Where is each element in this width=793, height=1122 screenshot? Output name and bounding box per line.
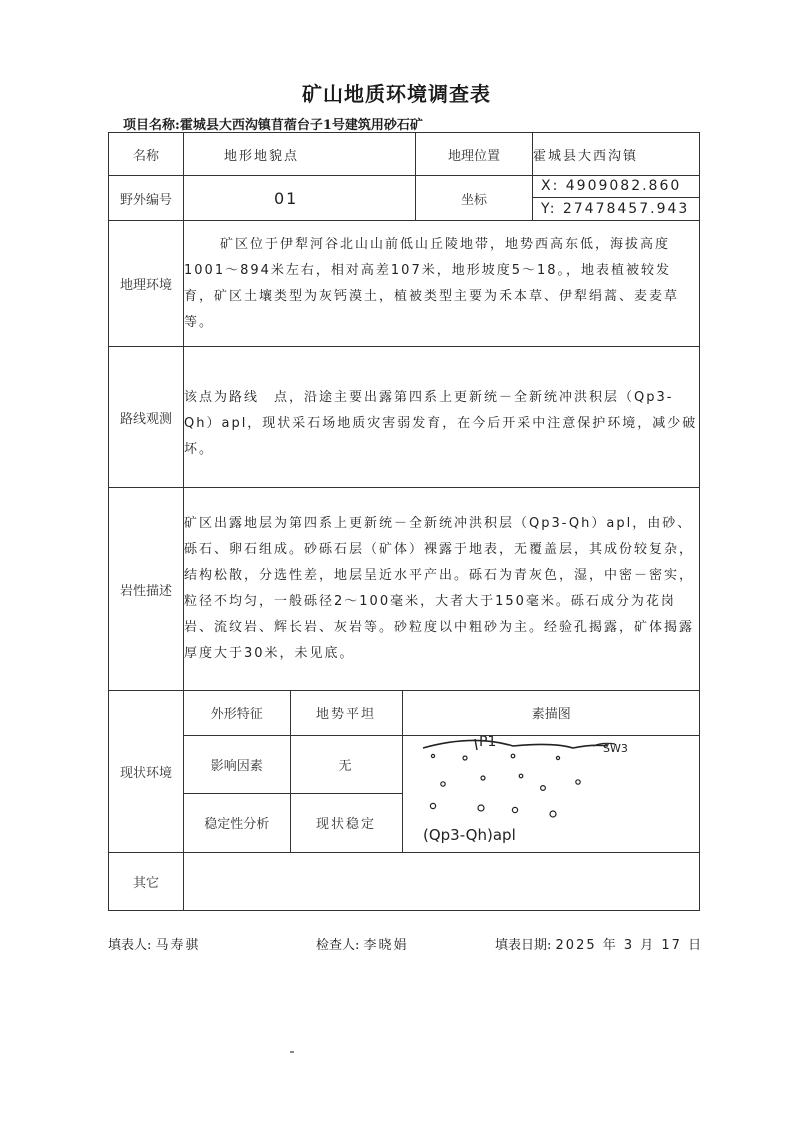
status-inner-table bbox=[184, 691, 700, 852]
row-name bbox=[109, 133, 700, 176]
shape-value: 地势平坦 bbox=[290, 691, 402, 735]
date-value: 2025 年 3 月 17 日 bbox=[555, 938, 704, 953]
row-other bbox=[109, 853, 700, 911]
row-status bbox=[109, 691, 700, 853]
date-field bbox=[495, 934, 703, 953]
route-label: 路线观测 bbox=[109, 347, 184, 488]
other-value bbox=[184, 853, 700, 911]
coord-cell bbox=[533, 176, 700, 221]
coord-y: Y: 27478457.943 bbox=[541, 201, 690, 217]
location-value: 霍城县大西沟镇 bbox=[533, 133, 700, 176]
scan-speck bbox=[290, 1051, 294, 1053]
sketch-ground-line bbox=[423, 740, 608, 748]
row-route bbox=[109, 347, 700, 488]
row-lithology bbox=[109, 488, 700, 691]
filler-signature: 马寿骐 bbox=[155, 938, 201, 953]
name-value: 地形地貌点 bbox=[184, 133, 416, 176]
factor-value: 无 bbox=[290, 735, 402, 793]
row-geo-env bbox=[109, 221, 700, 347]
filler-label: 填表人: bbox=[108, 938, 152, 953]
date-label: 填表日期: bbox=[495, 938, 552, 953]
sketch-title: 素描图 bbox=[402, 691, 700, 735]
other-label: 其它 bbox=[109, 853, 184, 911]
status-cell bbox=[184, 691, 700, 853]
sketch-formula: (Qp3-Qh)apl bbox=[422, 825, 516, 844]
location-label: 地理位置 bbox=[416, 133, 533, 176]
row-field bbox=[109, 176, 700, 221]
geo-env-label: 地理环境 bbox=[109, 221, 184, 347]
field-no-label: 野外编号 bbox=[109, 176, 184, 221]
stability-label: 稳定性分析 bbox=[184, 793, 290, 852]
sketch-drawing bbox=[403, 736, 635, 846]
sketch-point-label: P1 bbox=[478, 735, 496, 750]
sketch-gravel-dots bbox=[430, 754, 580, 817]
route-text: 该点为路线 点，沿途主要出露第四系上更新统－全新统冲洪积层（Qp3-Qh）apl，现状采石场地质灾害弱发育，在今后开采中注意保护环境，减少破坏。 bbox=[184, 347, 700, 488]
lithology-label: 岩性描述 bbox=[109, 488, 184, 691]
sketch-direction-label: SW3 bbox=[602, 741, 628, 755]
name-label: 名称 bbox=[109, 133, 184, 176]
field-no-value: 01 bbox=[184, 176, 416, 221]
coord-label: 坐标 bbox=[416, 176, 533, 221]
project-value: 霍城县大西沟镇苜蓿台子1号建筑用砂石矿 bbox=[179, 118, 423, 133]
sketch-cell bbox=[402, 735, 700, 852]
coord-x: X: 4909082.860 bbox=[533, 176, 699, 198]
page-title: 矿山地质环境调查表 bbox=[302, 82, 491, 106]
project-line bbox=[123, 114, 423, 133]
checker-label: 检查人: bbox=[316, 938, 360, 953]
factor-label: 影响因素 bbox=[184, 735, 290, 793]
checker-field bbox=[316, 934, 409, 953]
survey-table bbox=[108, 132, 700, 911]
project-label: 项目名称: bbox=[123, 118, 180, 133]
checker-signature: 李晓娟 bbox=[363, 938, 409, 953]
lithology-text: 矿区出露地层为第四系上更新统－全新统冲洪积层（Qp3-Qh）apl，由砂、砾石、卵石组成。砂砾石层（矿体）裸露于地表，无覆盖层，其成份较复杂，结构松散，分选性差，地层呈近水平产出。砾石为青灰色，湿，中密－密实，粒径不均匀，一般砾径2～100毫米，大者大于150毫米。砾石成分为花岗岩、流纹岩、辉长岩、灰岩等。砂粒度以中粗砂为主。经验孔揭露，矿体揭露厚度大于30米，未见底。 bbox=[184, 488, 700, 691]
shape-label: 外形特征 bbox=[184, 691, 290, 735]
status-label: 现状环境 bbox=[109, 691, 184, 853]
stability-value: 现状稳定 bbox=[290, 793, 402, 852]
filler-field bbox=[108, 934, 201, 953]
geo-env-text: 矿区位于伊犁河谷北山山前低山丘陵地带，地势西高东低，海拔高度1001～894米左右，相对高差107米，地形坡度5～18。，地表植被较发育，矿区土壤类型为灰钙漠土，植被类型主要为禾本草、伊犁绢蒿、麦麦草等。 bbox=[184, 221, 700, 347]
